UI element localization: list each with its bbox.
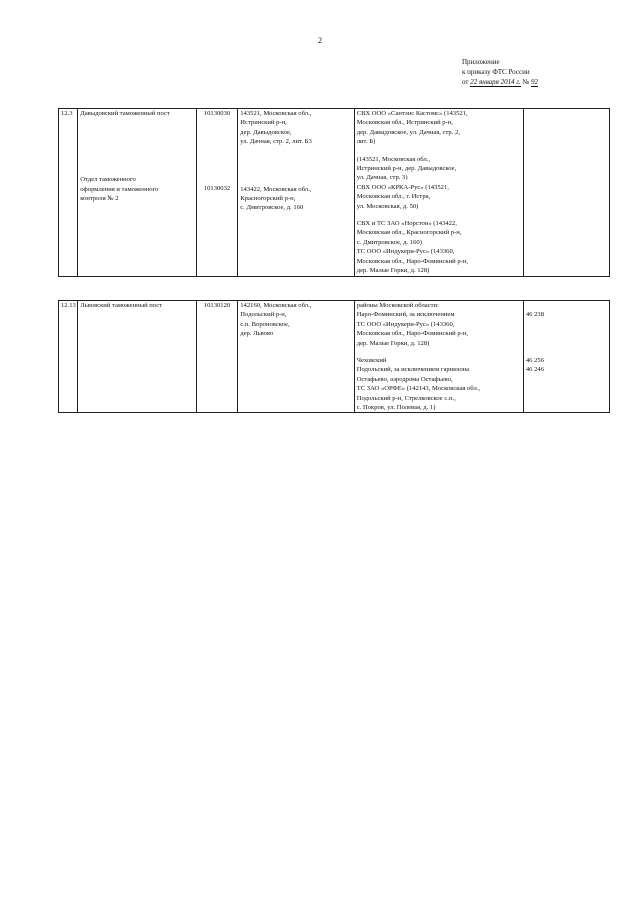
zone-item: СВХ и ТС ЗАО «Норстон» (143422, Московская обл., Красногорский р-н, с. Дмитровское, д. 160) — [356, 220, 462, 246]
okato-code: 46 238 — [525, 311, 544, 319]
okato-code: 46 256 — [525, 356, 544, 364]
zone-item: СВХ ООО «Сантэнс Кастомс» (143521, Московская обл., Истринский р-н, дер. Давыдовское, ул. Дачная, стр. 2, лит. Б) — [356, 110, 468, 146]
appendix-order: к приказу ФТС России — [462, 68, 530, 76]
zone-item: ТС ООО «Индукери-Рус» (143360, Московская обл., Наро-Фоминский р-н, дер. Малые Горки, д. 128) — [356, 248, 469, 275]
post-code: 10130030 — [203, 110, 231, 117]
zone-item: Наро-Фоминский, за исключением ТС ООО «Индукери-Рус» (143360, Московская обл., Наро-Фоминский р-н, дер. Малые Горки, д. 128) — [356, 311, 469, 347]
post-name: Давыдовский таможенный пост — [80, 110, 170, 117]
zone-cell — [354, 301, 523, 413]
okato-code: 46 246 — [525, 366, 544, 374]
row-number: 12.13 — [59, 301, 78, 413]
appendix-header — [462, 57, 612, 87]
dept-code: 10130032 — [203, 185, 231, 193]
customs-table-1 — [58, 108, 610, 277]
post-address: 142160, Московская обл., Подольский р-н, с.п. Вороновское, дер. Львово — [238, 301, 354, 413]
appendix-title: Приложение — [462, 58, 500, 66]
zone-item: (143521, Московская обл., Истринский р-н, дер. Давыдовское, ул. Дачная, стр. 3) — [356, 155, 457, 182]
okato-cell — [523, 109, 609, 277]
dept-name: Отдел таможенного оформления и таможенного контроля № 2 — [80, 176, 159, 203]
appendix-date: 22 января 2014 г. — [470, 78, 521, 86]
appendix-number-sign: № — [522, 78, 530, 86]
zone-cell — [354, 109, 523, 277]
post-code-cell — [196, 109, 238, 277]
appendix-from: от — [462, 78, 469, 86]
post-address: 143521, Московская обл., Истринский р-н, дер. Давыдовское, ул. Дачная, стр. 2, лит. Б3 — [240, 110, 312, 146]
zone-item: СВХ ООО «КРКА-Рус» (143521, Московская обл., г. Истра, ул. Московская, д. 50) — [356, 183, 449, 210]
appendix-number: 92 — [530, 78, 538, 86]
post-code: 10130120 — [196, 301, 238, 413]
okato-cell — [523, 301, 609, 413]
customs-table-2 — [58, 300, 610, 413]
row-number: 12.3 — [59, 109, 78, 277]
address-cell — [238, 109, 354, 277]
dept-address: 143422, Московская обл., Красногорский р-н, с. Дмитровское, д. 160 — [240, 185, 312, 212]
page-number: 2 — [318, 36, 322, 45]
post-name-cell — [78, 109, 197, 277]
table-row — [59, 109, 610, 277]
zone-header: районы Московской области: — [356, 302, 439, 309]
zone-item: Чеховский Подольский, за исключением гарнизона Остафьево, аэродрома Остафьево, ТС ЗАО «ОРФЕ» (142143, Московская обл., Подольский р-н, Стрелковское с.п., с. Покров, ул. Полевая, д. 1) — [356, 357, 481, 412]
appendix-date-line — [462, 77, 612, 87]
table-row — [59, 301, 610, 413]
post-name: Львовский таможенный пост — [78, 301, 197, 413]
